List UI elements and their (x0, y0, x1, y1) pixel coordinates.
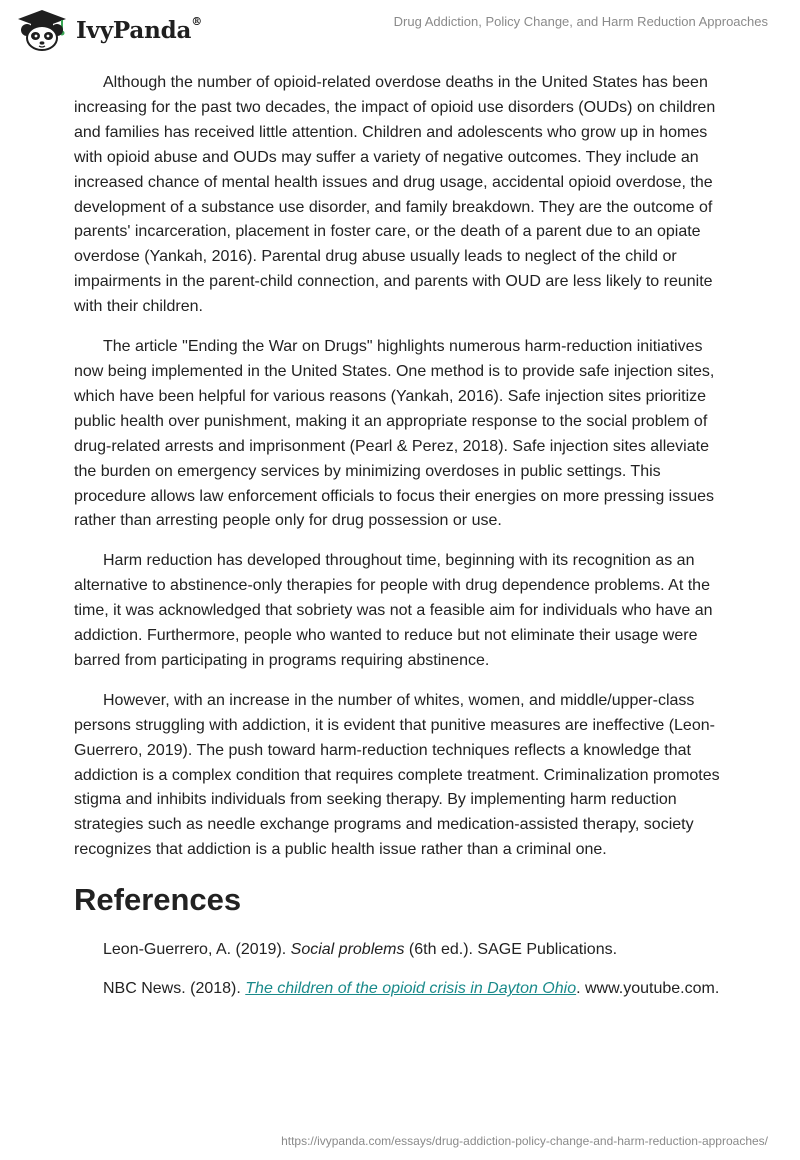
brand-logo[interactable] (14, 8, 202, 52)
reference-link[interactable]: The children of the opioid crisis in Dayton Ohio (245, 980, 577, 998)
reference-item-1: Leon-Guerrero, A. (2019). Social problems (6th ed.). SAGE Publications. (103, 941, 618, 959)
document-title: Drug Addiction, Policy Change, and Harm Reduction Approaches (393, 14, 768, 29)
page-header (0, 0, 800, 60)
page-url-footer: https://ivypanda.com/essays/drug-addiction-policy-change-and-harm-reduction-approaches/ (281, 1134, 768, 1148)
brand-name: IvyPanda® (76, 14, 202, 44)
essay-body (74, 71, 734, 1016)
references-heading: References (74, 882, 242, 918)
paragraph-3: Harm reduction has developed throughout time, beginning with its recognition as an alternative to abstinence-only therapies for people with drug dependence problems. At the time, it was acknowledged that sobriety was not a feasible aim for individuals who have an addiction. Furthermore, people who wanted to reduce but not eliminate their usage were barred from participating in programs requiring abstinence. (74, 552, 713, 669)
paragraph-4: However, with an increase in the number of whites, women, and middle/upper-class persons struggling with addiction, it is evident that punitive measures are ineffective (Leon-Guerrero, 2019). The push toward harm-reduction techniques reflects a knowledge that addiction is a complex condition that requires complete treatment. Criminalization promotes stigma and inhibits individuals from seeking therapy. By implementing harm reduction strategies such as needle exchange programs and medication-assisted therapy, society recognizes that addiction is a public health issue rather than a criminal one. (74, 691, 720, 859)
reference-title: Social problems (290, 941, 405, 959)
paragraph-2: The article "Ending the War on Drugs" highlights numerous harm-reduction initiatives now being implemented in the United States. One method is to provide safe injection sites, which have been helpful for various reasons (Yankah, 2016). Safe injection sites prioritize public health over punishment, making it an appropriate response to the social problem of drug-related arrests and imprisonment (Pearl & Perez, 2018). Safe injection sites alleviate the burden on emergency services by minimizing overdoses in public settings. This procedure allows law enforcement officials to focus their energies on more pressing issues rather than arresting people only for drug possession or use. (74, 338, 715, 530)
paragraph-1: Although the number of opioid-related overdose deaths in the United States has been increasing for the past two decades, the impact of opioid use disorders (OUDs) on children and families has received little attention. Children and adolescents who grow up in homes with opioid abuse and OUDs may suffer a variety of negative outcomes. They include an increased chance of mental health issues and drug usage, accidental opioid overdose, the development of a substance use disorder, and family breakdown. They are the outcome of parents' incarceration, placement in foster care, or the death of a parent due to an opiate overdose (Yankah, 2016). Parental drug abuse usually leads to neglect of the child or impairments in the parent-child connection, and parents with OUD are less likely to reunite with their children. (74, 74, 716, 316)
reference-item-2: NBC News. (2018). The children of the opioid crisis in Dayton Ohio. www.youtube.com. (103, 980, 720, 998)
panda-graduate-icon (14, 8, 70, 52)
